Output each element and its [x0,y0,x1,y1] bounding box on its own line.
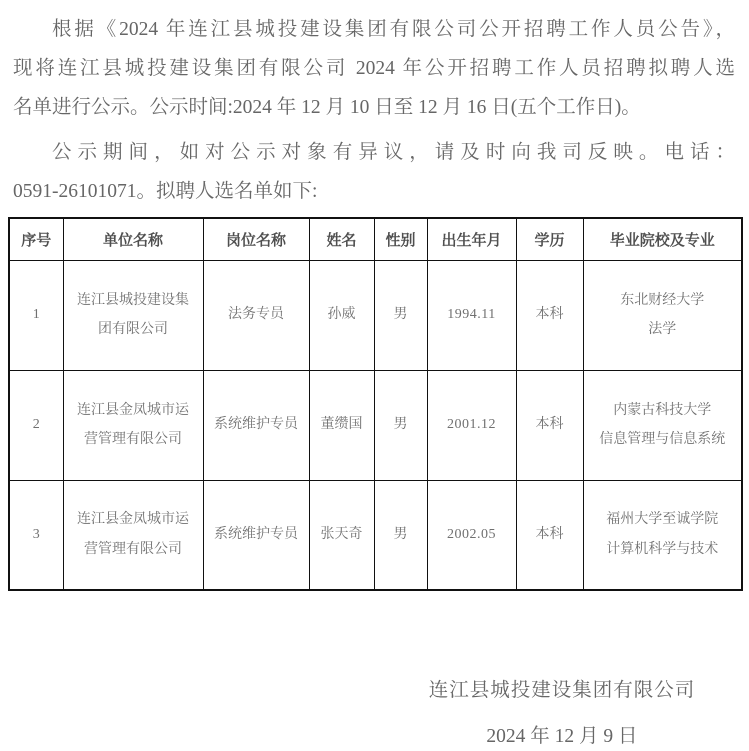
table-row [9,370,742,480]
column-header: 毕业院校及专业 [583,218,742,260]
cell-school: 内蒙古科技大学 信息管理与信息系统 [583,370,742,480]
column-header: 单位名称 [63,218,203,260]
paragraph-line: 根据《2024 年连江县城投建设集团有限公司公开招聘工作人员公告》， [52,19,735,40]
paragraph [13,133,735,211]
cell-education: 本科 [516,480,583,590]
cell-no: 1 [9,260,63,370]
cell-school: 福州大学至诚学院 计算机科学与技术 [583,480,742,590]
cell-name: 张天奇 [309,480,374,590]
signature-block [417,671,707,751]
table-row [9,260,742,370]
candidates-table [8,217,743,591]
paragraph-line: 0591-26101071。拟聘人选名单如下: [13,181,318,202]
table-header-row [9,218,742,260]
column-header: 出生年月 [427,218,516,260]
column-header: 岗位名称 [203,218,309,260]
cell-unit: 连江县金凤城市运 营管理有限公司 [63,480,203,590]
cell-gender: 男 [374,370,427,480]
signature-date: 2024 年 12 月 9 日 [486,726,638,747]
cell-school: 东北财经大学 法学 [583,260,742,370]
cell-no: 3 [9,480,63,590]
table-row [9,480,742,590]
cell-unit: 连江县城投建设集 团有限公司 [63,260,203,370]
paragraph [13,10,735,127]
cell-no: 2 [9,370,63,480]
cell-gender: 男 [374,480,427,590]
cell-birth: 1994.11 [427,260,516,370]
cell-gender: 男 [374,260,427,370]
table-body [9,260,742,590]
column-header: 姓名 [309,218,374,260]
cell-name: 孙威 [309,260,374,370]
column-header: 性别 [374,218,427,260]
cell-unit: 连江县金凤城市运 营管理有限公司 [63,370,203,480]
cell-birth: 2001.12 [427,370,516,480]
paragraph-line: 名单进行公示。公示时间:2024 年 12 月 10 日至 12 月 16 日(五个工作日)。 [13,97,641,118]
cell-position: 系统维护专员 [203,370,309,480]
paragraph-line: 现将连江县城投建设集团有限公司 2024 年公开招聘工作人员招聘拟聘人选 [13,58,735,79]
cell-education: 本科 [516,370,583,480]
cell-name: 董缵国 [309,370,374,480]
announcement-body [0,0,749,211]
cell-education: 本科 [516,260,583,370]
cell-position: 系统维护专员 [203,480,309,590]
column-header: 学历 [516,218,583,260]
paragraph-line: 公示期间，如对公示对象有异议，请及时向我司反映。电话： [52,142,735,163]
column-header: 序号 [9,218,63,260]
cell-birth: 2002.05 [427,480,516,590]
signature-company: 连江县城投建设集团有限公司 [428,680,696,701]
cell-position: 法务专员 [203,260,309,370]
